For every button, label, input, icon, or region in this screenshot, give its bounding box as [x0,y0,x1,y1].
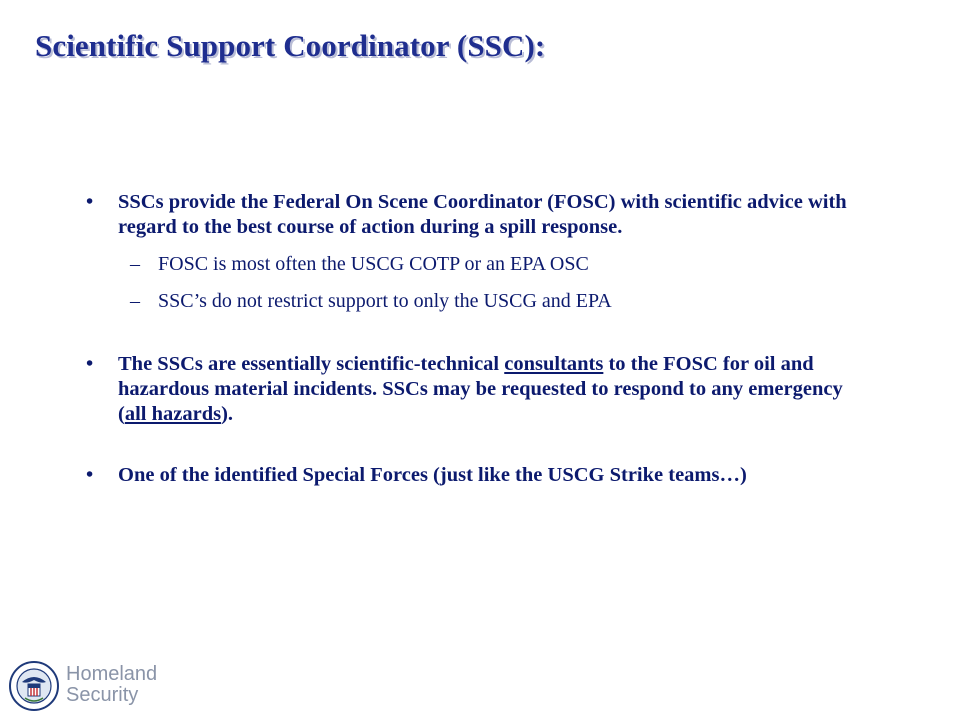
sub-bullet-text: SSC’s do not restrict support to only the USCG and EPA [158,290,612,312]
bullet-item [86,463,856,488]
bullet-marker: • [86,353,94,375]
sub-bullet-item [86,289,856,314]
homeland-security-logo [8,660,188,712]
bullet-text: SSCs provide the Federal On Scene Coordinator (FOSC) with scientific advice with regard to the best course of action during a spill response. [118,191,847,238]
bullet-marker: • [86,464,94,486]
bullet-item [86,352,856,427]
bullet-marker: • [86,191,94,213]
underlined-term: all hazards [124,403,222,425]
logo-wordmark [66,664,157,706]
underlined-term: consultants [504,353,604,375]
bullet-text-part: to the FOSC for oil and hazardous material incidents. SSCs may be requested to respond to any emergency ( [118,353,843,425]
bullet-item [86,190,856,240]
bullet-text: One of the identified Special Forces (just like the USCG Strike teams…) [118,464,747,486]
dash-marker: – [130,290,140,312]
bullet-text-part: The SSCs are essentially scientific-technical [118,353,505,375]
dash-marker: – [130,253,140,275]
bullet-text-part: ). [221,403,234,425]
dhs-seal-icon [8,660,60,712]
slide-content [86,190,856,488]
slide-title: Scientific Support Coordinator (SSC): [35,28,546,63]
sub-bullet-item [86,252,856,277]
logo-line-2: Security [66,684,139,706]
sub-bullet-text: FOSC is most often the USCG COTP or an EPA OSC [158,253,589,275]
logo-line-1: Homeland [66,663,158,685]
